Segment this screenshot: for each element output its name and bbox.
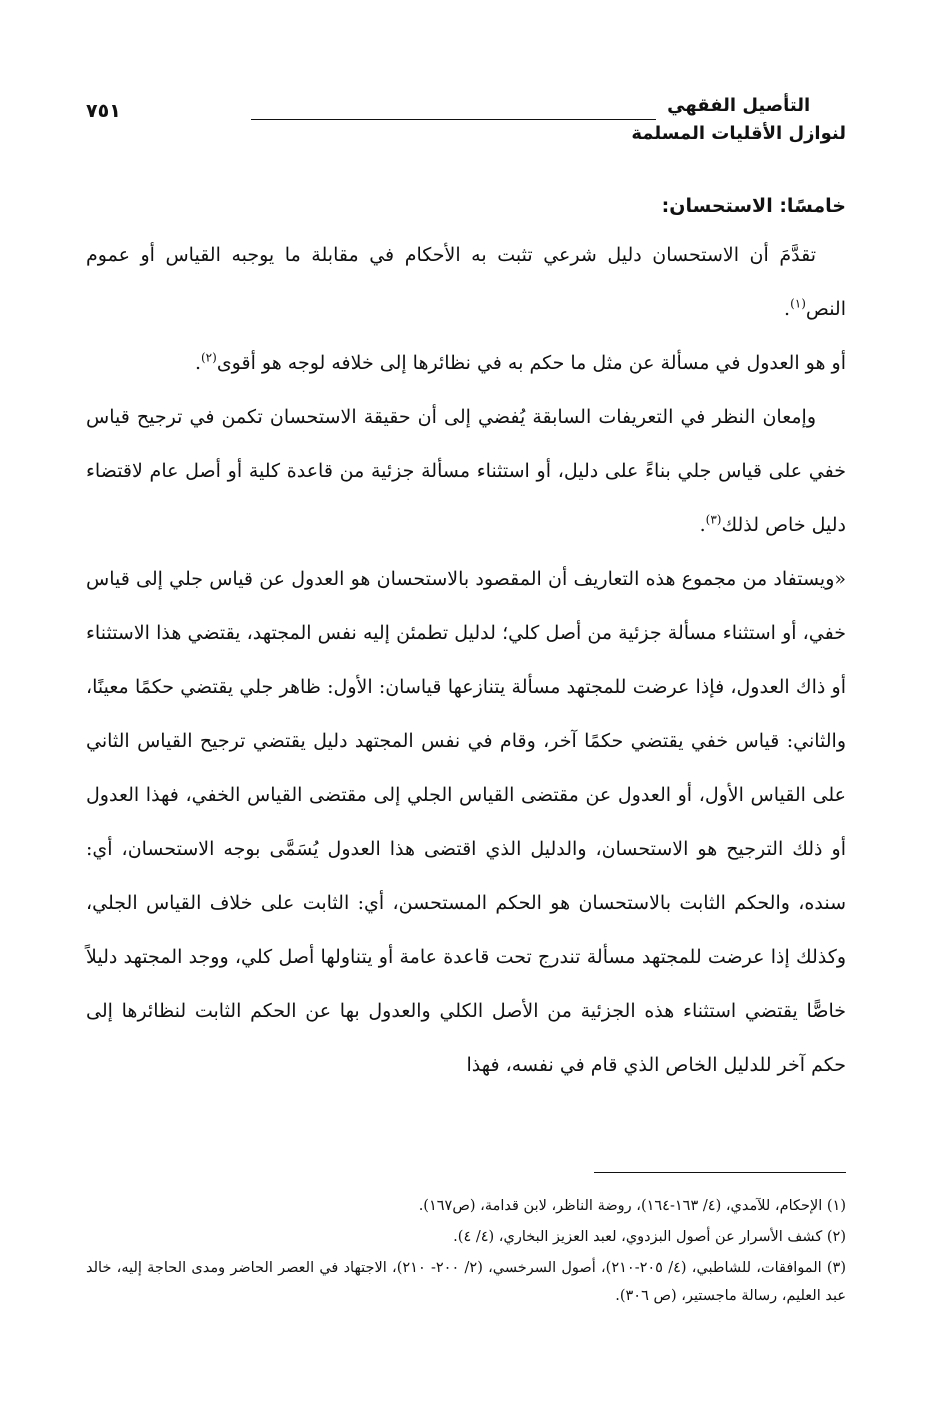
paragraph-definition: تقدَّمَ أن الاستحسان دليل شرعي تثبت به الأحكام في مقابلة ما يوجبه القياس أو عموم النص$^{(١)}$.: [86, 244, 846, 320]
header-rule: [251, 119, 656, 120]
footnote-2: (٢) كشف الأسرار عن أصول البزدوي، لعبد العزيز البخاري، (٤/ ٤).: [453, 1229, 846, 1245]
footnote-1: (١) الإحكام، للآمدي، (٤/ ١٦٣-١٦٤)، روضة الناظر، لابن قدامة، (ص١٦٧).: [418, 1198, 846, 1214]
paragraph-text: وإمعان النظر في التعريفات السابقة يُفضي إلى أن حقيقة الاستحسان تكمن في ترجيح قياس خفي على قياس جلي بناءً على دليل، أو استثناء مسألة جزئية من قاعدة كلية أو أصل عام لاقتضاء دليل خاص لذلك: [86, 406, 846, 536]
footnote-3: (٣) الموافقات، للشاطبي، (٤/ ٢٠٥-٢١٠)، أصول السرخسي، (٢/ ٢٠٠- ٢١٠)، الاجتهاد في العصر الحاضر ومدى الحاجة إليه، خالد عبد العليم، رسالة ماجستير، (ص ٣٠٦).: [86, 1260, 846, 1304]
paragraph-analysis: وإمعان النظر في التعريفات السابقة يُفضي إلى أن حقيقة الاستحسان تكمن في ترجيح قياس خفي على قياس جلي بناءً على دليل، أو استثناء مسألة جزئية من قاعدة كلية أو أصل عام لاقتضاء دليل خاص لذلك$^{(٣)}$.: [86, 406, 846, 536]
book-title-line-1: التأصيل الفقهي: [667, 95, 811, 116]
running-header: [86, 92, 846, 158]
book-title-line-2: لنوازل الأقليات المسلمة: [631, 123, 846, 144]
paragraph-alt-definition: أو هو العدول في مسألة عن مثل ما حكم به في نظائرها إلى خلافه لوجه هو أقوى$^{(٢)}$.: [194, 350, 846, 374]
paragraph-text: تقدَّمَ أن الاستحسان دليل شرعي تثبت به الأحكام في مقابلة ما يوجبه القياس أو عموم النص: [86, 244, 846, 320]
main-text: [86, 188, 846, 1092]
paragraph-quotation: [86, 552, 846, 1092]
page-number: ٧٥١: [86, 100, 121, 122]
footnote-ref-2[interactable]: (٢): [200, 350, 217, 365]
footnotes: [86, 1192, 846, 1313]
section-heading: خامسًا: الاستحسان:: [661, 195, 846, 217]
footnote-ref-3[interactable]: (٣): [705, 512, 722, 527]
paragraph-text: أو هو العدول في مسألة عن مثل ما حكم به في نظائرها إلى خلافه لوجه هو أقوى: [216, 352, 846, 374]
paragraph-text: «ويستفاد من مجموع هذه التعاريف أن المقصود بالاستحسان هو العدول عن قياس جلي إلى قياس خفي، أو استثناء مسألة جزئية من أصل كلي؛ لدليل تطمئن إليه نفس المجتهد، يقتضي هذا الاستثناء أو ذاك العدول، فإذا عرضت للمجتهد مسألة يتنازعها قياسان: الأول: ظاهر جلي يقتضي حكمًا معينًا، والثاني: قياس خفي يقتضي حكمًا آخر، وقام في نفس المجتهد دليل يقتضي ترجيح القياس الثاني على القياس الأول، أو العدول عن مقتضى القياس الجلي إلى مقتضى القياس الخفي، فهذا العدول أو ذلك الترجيح هو الاستحسان، والدليل الذي اقتضى هذا العدول يُسَمَّى بوجه الاستحسان، أي: سنده، والحكم الثابت بالاستحسان هو الحكم المستحسن، أي: الثابت على خلاف القياس الجلي، وكذلك إذا عرضت للمجتهد مسألة تندرج تحت قاعدة عامة أو يتناولها أصل كلي، ووجد المجتهد دليلاً خاصًّا يقتضي استثناء هذه الجزئية من الأصل الكلي والعدول بها عن الحكم الثابت لنظائرها إلى حكم آخر للدليل الخاص الذي قام في نفسه، فهذا: [86, 568, 846, 1076]
book-title: [631, 92, 846, 148]
footnote-ref-1[interactable]: (١): [790, 296, 806, 311]
footnote-separator: [594, 1172, 846, 1173]
